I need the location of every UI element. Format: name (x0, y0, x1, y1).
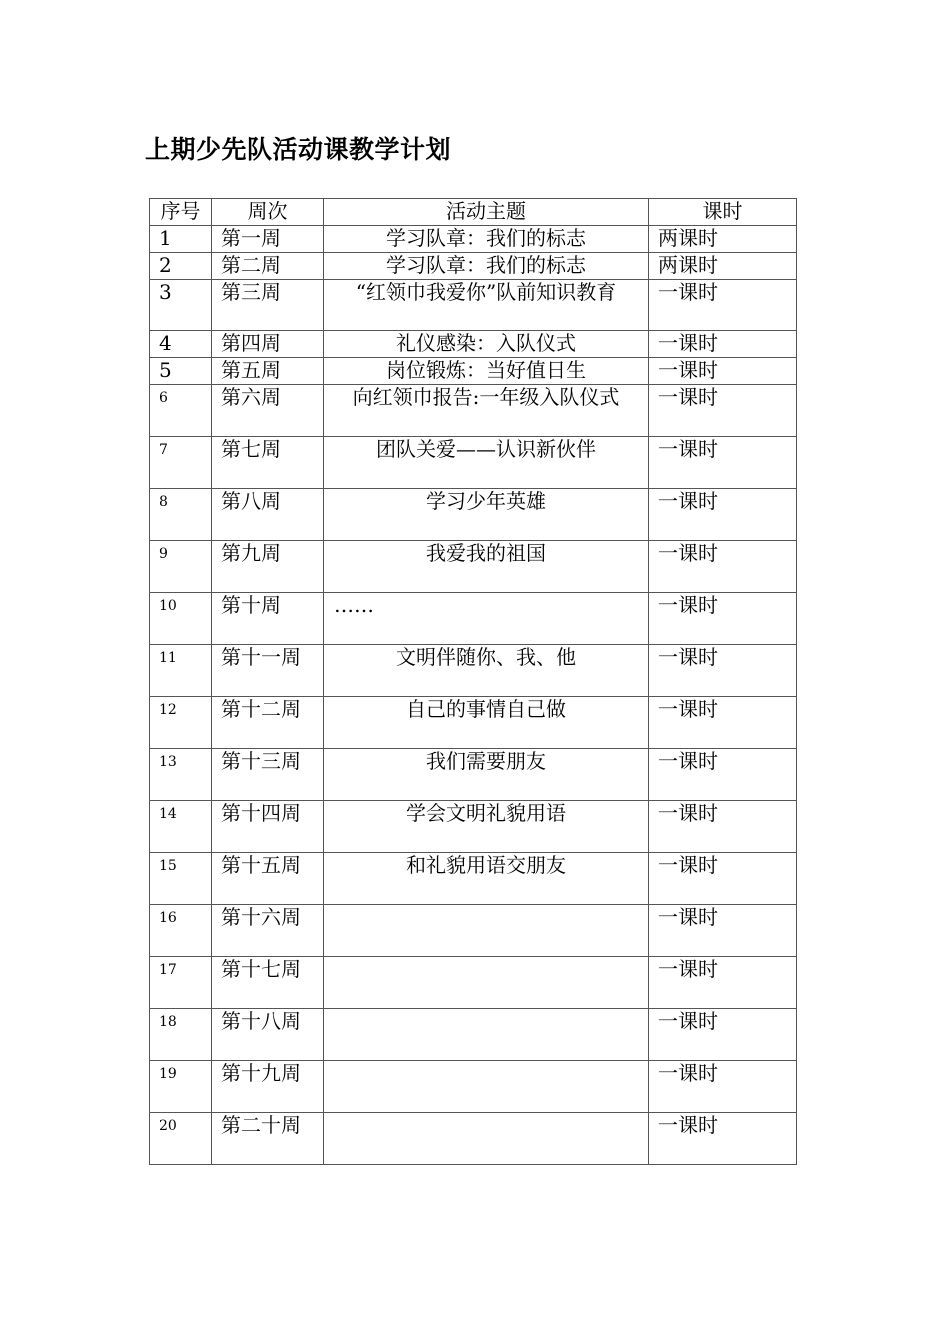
row-week: 第九周 (212, 541, 324, 593)
row-no: 8 (150, 489, 212, 541)
table-row (150, 645, 797, 697)
row-hours: 一课时 (649, 905, 797, 957)
row-no: 14 (150, 801, 212, 853)
row-no: 20 (150, 1113, 212, 1165)
row-topic (324, 957, 649, 1009)
row-no: 2 (150, 253, 212, 280)
row-no: 9 (150, 541, 212, 593)
row-week: 第十四周 (212, 801, 324, 853)
table-row (150, 253, 797, 280)
row-topic: 学习队章：我们的标志 (324, 253, 649, 280)
table-row (150, 226, 797, 253)
row-week: 第十周 (212, 593, 324, 645)
row-hours: 两课时 (649, 253, 797, 280)
row-topic: 和礼貌用语交朋友 (324, 853, 649, 905)
table-row (150, 1113, 797, 1165)
row-topic: 学习队章：我们的标志 (324, 226, 649, 253)
table-row (150, 957, 797, 1009)
row-topic: “红领巾我爱你”队前知识教育 (324, 280, 649, 331)
row-topic: 礼仪感染：入队仪式 (324, 331, 649, 358)
table-row (150, 358, 797, 385)
row-hours: 一课时 (649, 593, 797, 645)
row-topic (324, 1113, 649, 1165)
table-row (150, 1009, 797, 1061)
row-hours: 一课时 (649, 1009, 797, 1061)
row-hours: 一课时 (649, 541, 797, 593)
row-week: 第一周 (212, 226, 324, 253)
row-topic: 向红领巾报告:一年级入队仪式 (324, 385, 649, 437)
row-topic: 学会文明礼貌用语 (324, 801, 649, 853)
row-hours: 一课时 (649, 385, 797, 437)
page-title: 上期少先队活动课教学计划 (145, 135, 452, 164)
row-no: 3 (150, 280, 212, 331)
row-hours: 一课时 (649, 358, 797, 385)
row-topic: 学习少年英雄 (324, 489, 649, 541)
row-week: 第二十周 (212, 1113, 324, 1165)
plan-table (149, 198, 797, 1165)
header-no: 序号 (150, 199, 212, 226)
table-row (150, 437, 797, 489)
row-topic: 岗位锻炼：当好值日生 (324, 358, 649, 385)
row-hours: 一课时 (649, 749, 797, 801)
row-topic (324, 1009, 649, 1061)
row-topic (324, 905, 649, 957)
header-hours: 课时 (649, 199, 797, 226)
row-no: 6 (150, 385, 212, 437)
table-row (150, 593, 797, 645)
row-week: 第三周 (212, 280, 324, 331)
table-row (150, 331, 797, 358)
row-week: 第十八周 (212, 1009, 324, 1061)
row-hours: 一课时 (649, 645, 797, 697)
row-week: 第十五周 (212, 853, 324, 905)
row-hours: 一课时 (649, 489, 797, 541)
row-week: 第十七周 (212, 957, 324, 1009)
row-hours: 一课时 (649, 1061, 797, 1113)
row-hours: 一课时 (649, 957, 797, 1009)
row-no: 15 (150, 853, 212, 905)
table-row (150, 749, 797, 801)
row-week: 第七周 (212, 437, 324, 489)
row-week: 第十一周 (212, 645, 324, 697)
row-topic: 我爱我的祖国 (324, 541, 649, 593)
table-row (150, 280, 797, 331)
row-no: 13 (150, 749, 212, 801)
row-hours: 一课时 (649, 853, 797, 905)
row-no: 5 (150, 358, 212, 385)
row-hours: 一课时 (649, 1113, 797, 1165)
row-hours: 两课时 (649, 226, 797, 253)
header-week: 周次 (212, 199, 324, 226)
row-topic: 自己的事情自己做 (324, 697, 649, 749)
row-no: 19 (150, 1061, 212, 1113)
row-week: 第二周 (212, 253, 324, 280)
row-no: 4 (150, 331, 212, 358)
row-hours: 一课时 (649, 697, 797, 749)
table-row (150, 385, 797, 437)
row-hours: 一课时 (649, 331, 797, 358)
row-no: 12 (150, 697, 212, 749)
row-week: 第十九周 (212, 1061, 324, 1113)
row-week: 第八周 (212, 489, 324, 541)
row-topic: 文明伴随你、我、他 (324, 645, 649, 697)
row-no: 17 (150, 957, 212, 1009)
row-no: 16 (150, 905, 212, 957)
row-hours: 一课时 (649, 280, 797, 331)
row-hours: 一课时 (649, 437, 797, 489)
row-week: 第五周 (212, 358, 324, 385)
row-no: 18 (150, 1009, 212, 1061)
row-hours: 一课时 (649, 801, 797, 853)
row-week: 第十三周 (212, 749, 324, 801)
row-no: 1 (150, 226, 212, 253)
table-header-row (150, 199, 797, 226)
header-topic: 活动主题 (324, 199, 649, 226)
row-week: 第十六周 (212, 905, 324, 957)
row-week: 第六周 (212, 385, 324, 437)
row-no: 10 (150, 593, 212, 645)
table-row (150, 801, 797, 853)
table-row (150, 489, 797, 541)
row-week: 第十二周 (212, 697, 324, 749)
table-row (150, 905, 797, 957)
table-row (150, 541, 797, 593)
row-no: 7 (150, 437, 212, 489)
row-topic: …… (324, 593, 649, 645)
row-topic: 我们需要朋友 (324, 749, 649, 801)
row-no: 11 (150, 645, 212, 697)
table-row (150, 853, 797, 905)
row-topic: 团队关爱——认识新伙伴 (324, 437, 649, 489)
row-topic (324, 1061, 649, 1113)
row-week: 第四周 (212, 331, 324, 358)
table-row (150, 697, 797, 749)
table-row (150, 1061, 797, 1113)
